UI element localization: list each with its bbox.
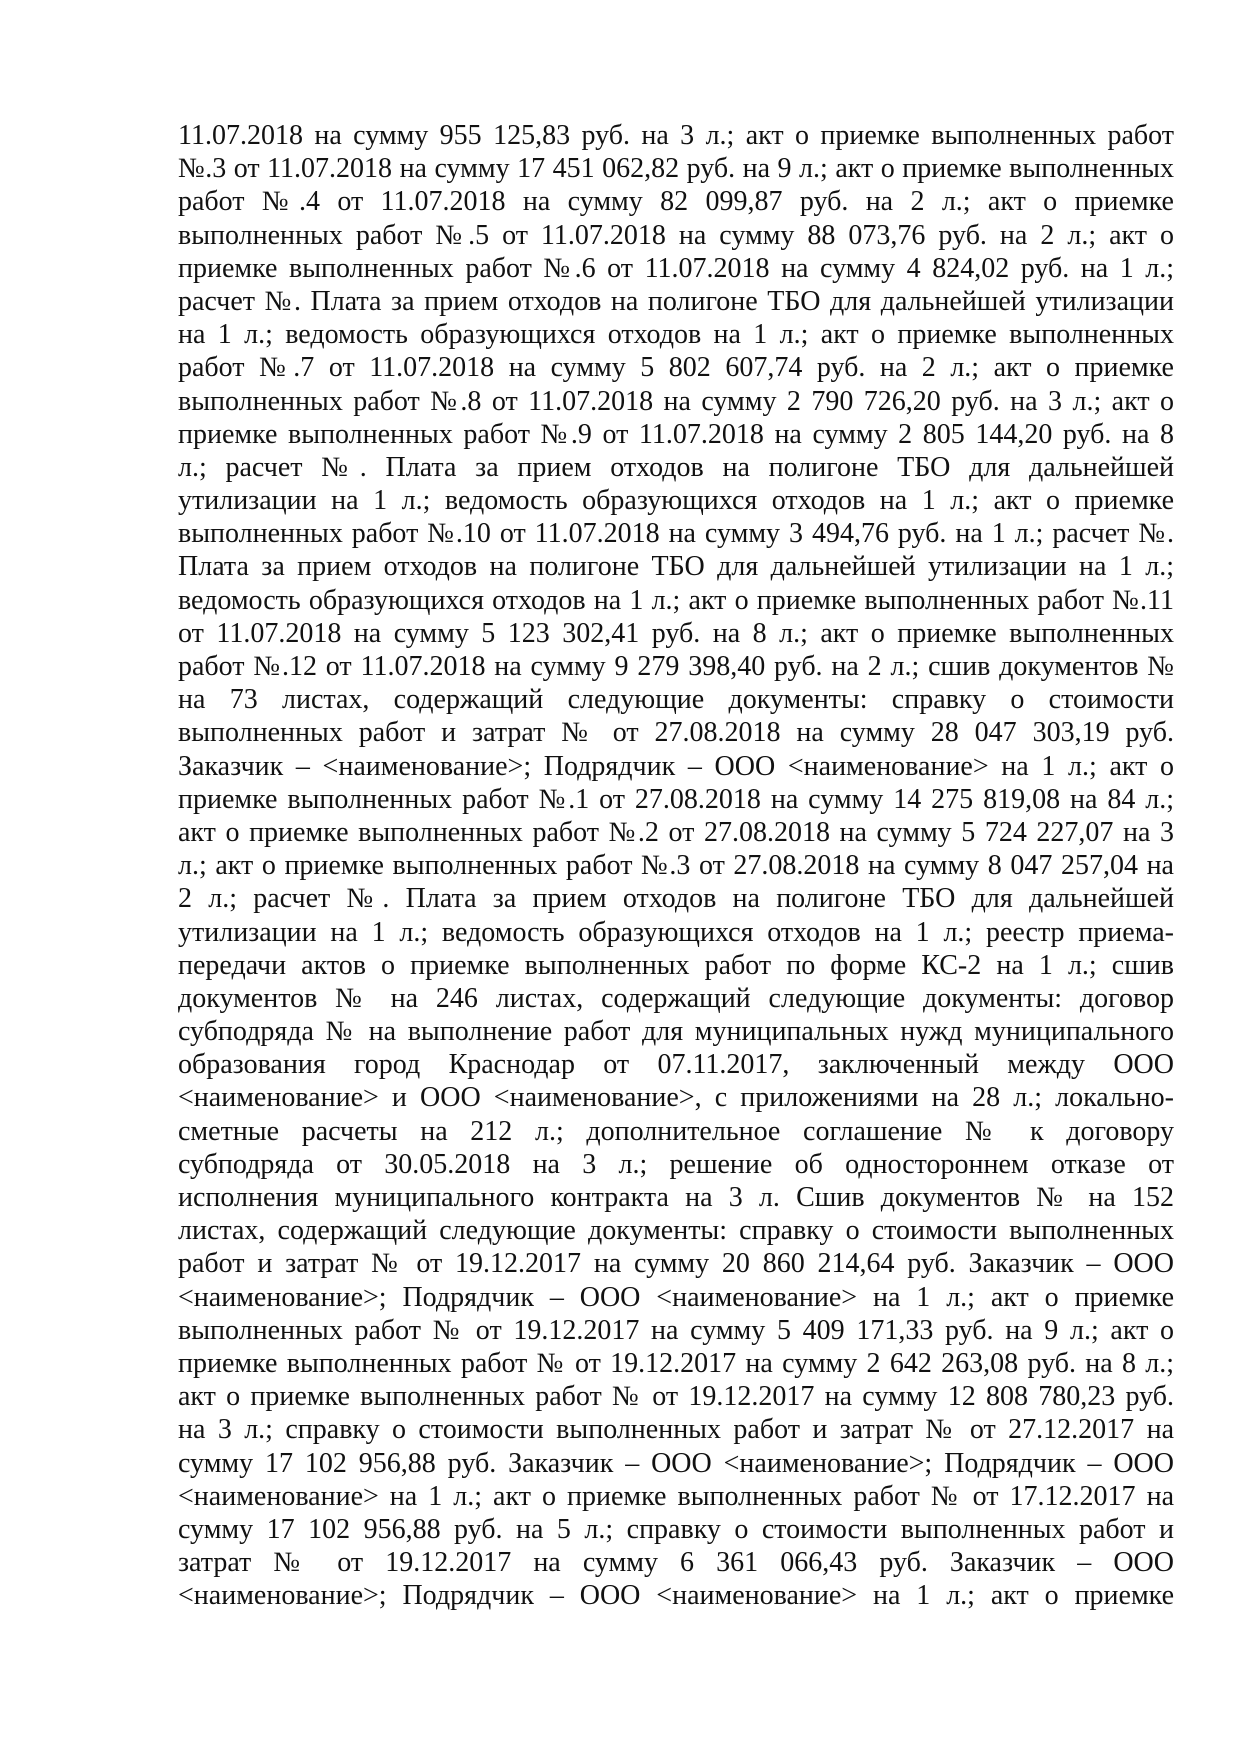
text-line: приемке выполненных работ №.6 от 11.07.2018 на сумму 4 824,02 руб. на 1 л.; [178, 252, 1174, 284]
text-line: выполненных работ и затрат № от 27.08.2018 на сумму 28 047 303,19 руб. [178, 717, 1174, 749]
text-line: Плата за прием отходов на полигоне ТБО для дальнейшей утилизации на 1 л.; [178, 551, 1174, 583]
text-line: 11.07.2018 на сумму 955 125,83 руб. на 3 л.; акт о приемке выполненных работ [178, 120, 1174, 151]
text-line: Заказчик – <наименование>; Подрядчик – ООО <наименование> на 1 л.; акт о [178, 750, 1174, 782]
text-line: выполненных работ №.8 от 11.07.2018 на сумму 2 790 726,20 руб. на 3 л.; акт о [178, 385, 1174, 417]
text-line: <наименование> и ООО <наименование>, с приложениями на 28 л.; локально- [178, 1082, 1174, 1114]
text-line: расчет №. Плата за прием отходов на полигоне ТБО для дальнейшей утилизации [178, 285, 1174, 317]
text-line: л.; акт о приемке выполненных работ №.3 от 27.08.2018 на сумму 8 047 257,04 на [178, 850, 1174, 882]
text-line: утилизации на 1 л.; ведомость образующихся отходов на 1 л.; реестр приема- [178, 916, 1174, 948]
text-line: передачи актов о приемке выполненных работ по форме КС-2 на 1 л.; сшив [178, 949, 1174, 981]
text-line: работ и затрат № от 19.12.2017 на сумму 20 860 214,64 руб. Заказчик – ООО [178, 1248, 1174, 1280]
text-line: работ №.4 от 11.07.2018 на сумму 82 099,87 руб. на 2 л.; акт о приемке [178, 186, 1174, 218]
text-line: приемке выполненных работ № от 19.12.2017 на сумму 2 642 263,08 руб. на 8 л.; [178, 1347, 1174, 1379]
text-line: 2 л.; расчет №. Плата за прием отходов на полигоне ТБО для дальнейшей [178, 883, 1174, 915]
text-line: <наименование>; Подрядчик – ООО <наименование> на 1 л.; акт о приемке [178, 1580, 1174, 1612]
text-line: выполненных работ №.5 от 11.07.2018 на сумму 88 073,76 руб. на 2 л.; акт о [178, 219, 1174, 251]
text-line: от 11.07.2018 на сумму 5 123 302,41 руб. на 8 л.; акт о приемке выполненных [178, 617, 1174, 649]
text-line: выполненных работ № от 19.12.2017 на сумму 5 409 171,33 руб. на 9 л.; акт о [178, 1314, 1174, 1346]
text-line: <наименование>; Подрядчик – ООО <наименование> на 1 л.; акт о приемке [178, 1281, 1174, 1313]
text-line: №.3 от 11.07.2018 на сумму 17 451 062,82 руб. на 9 л.; акт о приемке выполненных [178, 153, 1174, 185]
text-line: сумму 17 102 956,88 руб. на 5 л.; справку о стоимости выполненных работ и [178, 1513, 1174, 1545]
text-line: листах, содержащий следующие документы: справку о стоимости выполненных [178, 1215, 1174, 1247]
text-line: документов № на 246 листах, содержащий следующие документы: договор [178, 982, 1174, 1014]
text-line: субподряда № на выполнение работ для муниципальных нужд муниципального [178, 1016, 1174, 1048]
text-line: акт о приемке выполненных работ № от 19.12.2017 на сумму 12 808 780,23 руб. [178, 1381, 1174, 1413]
text-line: образования город Краснодар от 07.11.2017, заключенный между ООО [178, 1049, 1174, 1081]
text-line: на 1 л.; ведомость образующихся отходов на 1 л.; акт о приемке выполненных [178, 319, 1174, 351]
body-text [178, 119, 1174, 1612]
text-line: субподряда от 30.05.2018 на 3 л.; решение об одностороннем отказе от [178, 1148, 1174, 1180]
text-line: акт о приемке выполненных работ №.2 от 27.08.2018 на сумму 5 724 227,07 на 3 [178, 816, 1174, 848]
text-line: выполненных работ №.10 от 11.07.2018 на сумму 3 494,76 руб. на 1 л.; расчет №. [178, 518, 1174, 550]
text-line: работ №.7 от 11.07.2018 на сумму 5 802 607,74 руб. на 2 л.; акт о приемке [178, 352, 1174, 384]
text-line: на 73 листах, содержащий следующие документы: справку о стоимости [178, 684, 1174, 716]
text-line: <наименование> на 1 л.; акт о приемке выполненных работ № от 17.12.2017 на [178, 1480, 1174, 1512]
text-line: приемке выполненных работ №.9 от 11.07.2018 на сумму 2 805 144,20 руб. на 8 [178, 418, 1174, 450]
text-line: утилизации на 1 л.; ведомость образующихся отходов на 1 л.; акт о приемке [178, 485, 1174, 517]
text-line: приемке выполненных работ №.1 от 27.08.2018 на сумму 14 275 819,08 на 84 л.; [178, 783, 1174, 815]
text-line: сметные расчеты на 212 л.; дополнительное соглашение № к договору [178, 1115, 1174, 1147]
text-line: работ №.12 от 11.07.2018 на сумму 9 279 398,40 руб. на 2 л.; сшив документов № [178, 651, 1174, 682]
text-line: исполнения муниципального контракта на 3 л. Сшив документов № на 152 [178, 1182, 1174, 1213]
text-line: затрат № от 19.12.2017 на сумму 6 361 066,43 руб. Заказчик – ООО [178, 1547, 1174, 1579]
text-line: л.; расчет №. Плата за прием отходов на полигоне ТБО для дальнейшей [178, 451, 1174, 483]
text-line: ведомость образующихся отходов на 1 л.; акт о приемке выполненных работ №.11 [178, 584, 1174, 616]
text-line: сумму 17 102 956,88 руб. Заказчик – ООО <наименование>; Подрядчик – ООО [178, 1447, 1174, 1479]
text-line: на 3 л.; справку о стоимости выполненных работ и затрат № от 27.12.2017 на [178, 1414, 1174, 1446]
